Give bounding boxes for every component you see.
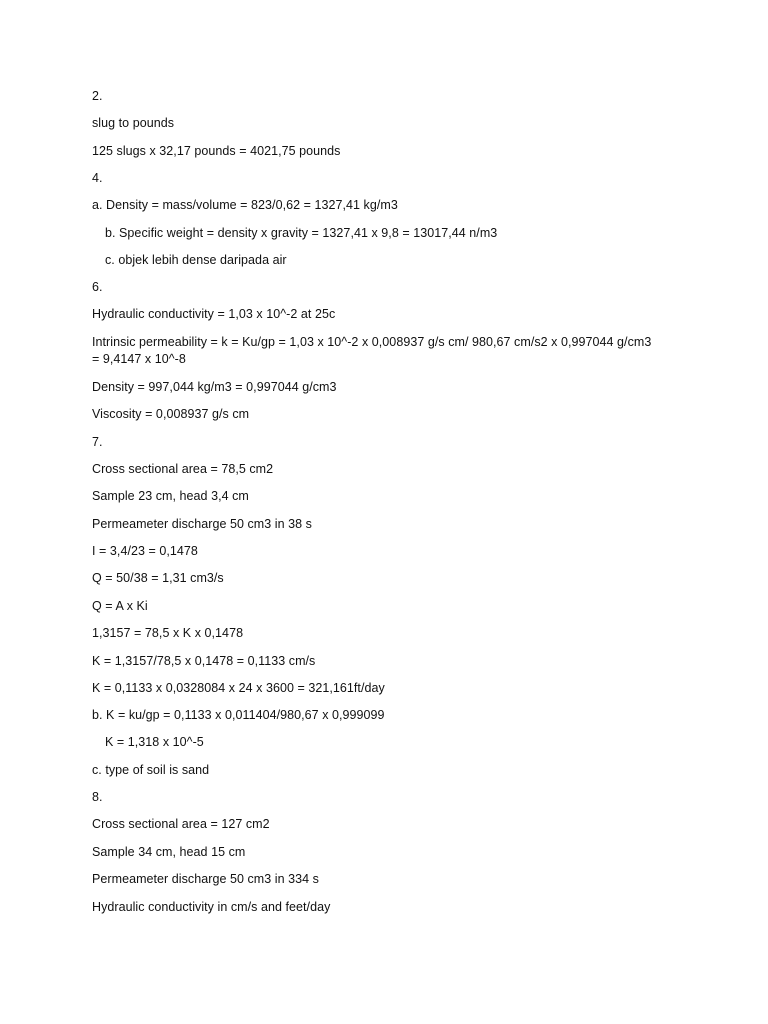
text-line: c. objek lebih dense daripada air xyxy=(105,253,287,267)
text-line: Density = 997,044 kg/m3 = 0,997044 g/cm3 xyxy=(92,380,337,394)
text-line: Sample 34 cm, head 15 cm xyxy=(92,845,246,859)
text-line: Hydraulic conductivity in cm/s and feet/day xyxy=(92,900,331,914)
text-line: Cross sectional area = 127 cm2 xyxy=(92,817,270,831)
text-line: slug to pounds xyxy=(92,116,175,130)
text-line: a. Density = mass/volume = 823/0,62 = 1327,41 kg/m3 xyxy=(92,198,398,212)
heading-problem-2: 2. xyxy=(92,89,103,103)
text-line: Viscosity = 0,008937 g/s cm xyxy=(92,407,250,421)
text-line: b. K = ku/gp = 0,1133 x 0,011404/980,67 x 0,999099 xyxy=(92,708,385,722)
text-line: Intrinsic permeability = k = Ku/gp = 1,03 x 10^-2 x 0,008937 g/s cm/ 980,67 cm/s2 x 0,997044 g/cm3 xyxy=(92,335,652,349)
heading-problem-7: 7. xyxy=(92,435,103,449)
heading-problem-6: 6. xyxy=(92,280,103,294)
text-line: c. type of soil is sand xyxy=(92,763,210,777)
text-line: Hydraulic conductivity = 1,03 x 10^-2 at 25c xyxy=(92,307,336,321)
text-line: Permeameter discharge 50 cm3 in 38 s xyxy=(92,517,312,531)
text-line: K = 1,3157/78,5 x 0,1478 = 0,1133 cm/s xyxy=(92,654,316,668)
heading-problem-8: 8. xyxy=(92,790,103,804)
text-line: K = 1,318 x 10^-5 xyxy=(105,735,204,749)
text-line: Sample 23 cm, head 3,4 cm xyxy=(92,489,249,503)
text-line: I = 3,4/23 = 0,1478 xyxy=(92,544,198,558)
text-line: Q = 50/38 = 1,31 cm3/s xyxy=(92,571,224,585)
text-line: Cross sectional area = 78,5 cm2 xyxy=(92,462,274,476)
text-line: K = 0,1133 x 0,0328084 x 24 x 3600 = 321,161ft/day xyxy=(92,681,385,695)
text-line: Permeameter discharge 50 cm3 in 334 s xyxy=(92,872,319,886)
text-line: Q = A x Ki xyxy=(92,599,148,613)
text-line: 1,3157 = 78,5 x K x 0,1478 xyxy=(92,626,244,640)
text-line: = 9,4147 x 10^-8 xyxy=(92,352,186,366)
text-line: 125 slugs x 32,17 pounds = 4021,75 pounds xyxy=(92,144,341,158)
text-line: b. Specific weight = density x gravity = 1327,41 x 9,8 = 13017,44 n/m3 xyxy=(105,226,498,240)
heading-problem-4: 4. xyxy=(92,171,103,185)
